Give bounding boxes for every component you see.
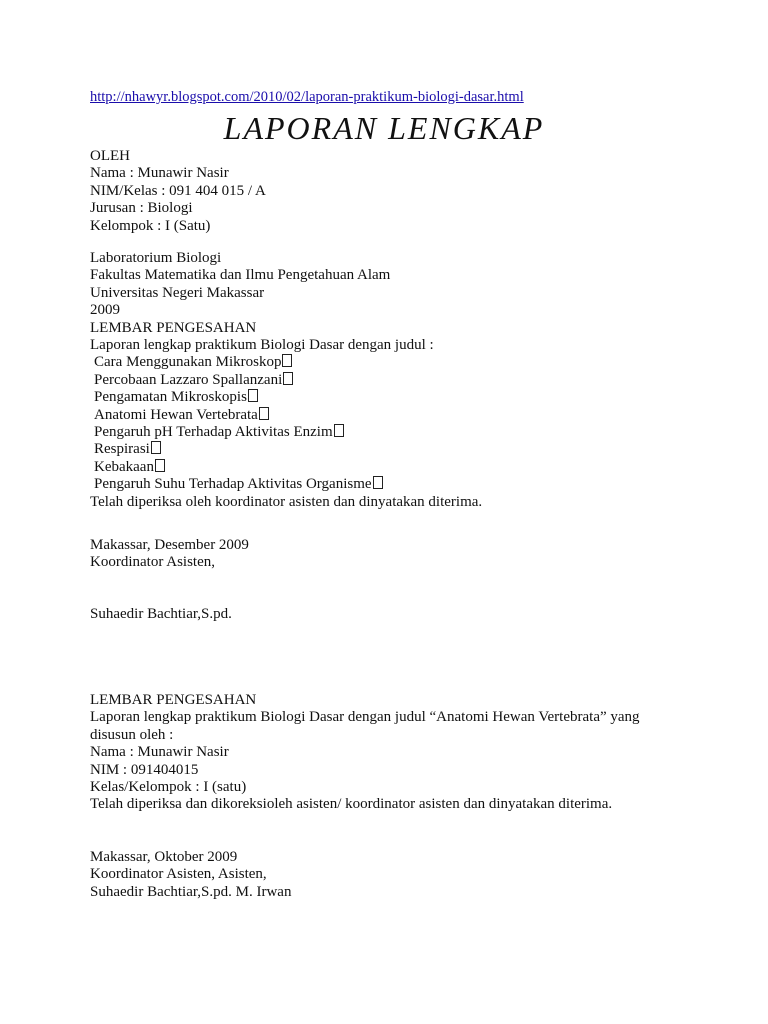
list-item-text: Respirasi	[94, 441, 150, 458]
faculty-name: Fakultas Matematika dan Ilmu Pengetahuan Alam	[90, 267, 391, 284]
list-item-text: Percobaan Lazzaro Spallanzani	[94, 371, 283, 388]
student-department: Jurusan : Biologi	[90, 200, 193, 217]
list-item	[90, 389, 690, 406]
student-name: Nama : Munawir Nasir	[90, 165, 229, 182]
student-group: Kelompok : I (Satu)	[90, 217, 211, 234]
approval1-signer: Suhaedir Bachtiar,S.pd.	[90, 606, 232, 622]
missing-glyph-icon	[151, 441, 161, 454]
list-item	[90, 354, 690, 371]
missing-glyph-icon	[248, 389, 258, 402]
approval1-place-date: Makassar, Desember 2009	[90, 537, 249, 553]
approval2-name: Nama : Munawir Nasir	[90, 744, 229, 761]
list-item-text: Anatomi Hewan Vertebrata	[94, 406, 258, 423]
missing-glyph-icon	[373, 476, 383, 489]
approval2-statement: Telah diperiksa dan dikoreksioleh asisten/ koordinator asisten dan dinyatakan diterima.	[90, 796, 613, 813]
approval1-role: Koordinator Asisten,	[90, 554, 215, 571]
list-item	[90, 424, 690, 441]
approval2-class-group: Kelas/Kelompok : I (satu)	[90, 779, 247, 796]
approval2-signature-block	[90, 849, 690, 901]
list-item-text: Pengamatan Mikroskopis	[94, 389, 247, 406]
oleh-label: OLEH	[90, 148, 130, 164]
list-item	[90, 476, 690, 493]
source-url-link[interactable]: http://nhawyr.blogspot.com/2010/02/laporan-praktikum-biologi-dasar.html	[90, 89, 524, 105]
approval2-nim: NIM : 091404015	[90, 761, 199, 778]
missing-glyph-icon	[282, 354, 292, 367]
approval1-statement: Telah diperiksa oleh koordinator asisten dan dinyatakan diterima.	[90, 493, 483, 510]
list-item-text: Cara Menggunakan Mikroskop	[94, 354, 282, 371]
lab-name: Laboratorium Biologi	[90, 250, 222, 266]
list-item-text: Pengaruh pH Terhadap Aktivitas Enzim	[94, 424, 333, 441]
approval2-intro-line1: Laporan lengkap praktikum Biologi Dasar dengan judul “Anatomi Hewan Vertebrata” yang	[90, 709, 640, 726]
approval2-heading: LEMBAR PENGESAHAN	[90, 692, 257, 708]
approval2-signers: Suhaedir Bachtiar,S.pd. M. Irwan	[90, 883, 292, 900]
list-item	[90, 441, 690, 458]
missing-glyph-icon	[155, 459, 165, 472]
approval1-heading: LEMBAR PENGESAHAN	[90, 319, 257, 336]
identity-block	[90, 148, 690, 235]
institution-block	[90, 250, 690, 511]
document-title: LAPORAN LENGKAP	[223, 110, 545, 146]
list-item-text: Kebakaan	[94, 458, 154, 475]
approval2-block	[90, 692, 690, 814]
missing-glyph-icon	[259, 407, 269, 420]
approval1-intro: Laporan lengkap praktikum Biologi Dasar dengan judul :	[90, 337, 434, 354]
approval2-place-date: Makassar, Oktober 2009	[90, 849, 238, 865]
list-item	[90, 407, 690, 424]
list-item-text: Pengaruh Suhu Terhadap Aktivitas Organisme	[94, 476, 372, 493]
student-nim-class: NIM/Kelas : 091 404 015 / A	[90, 182, 266, 199]
list-item	[90, 459, 690, 476]
approval2-roles: Koordinator Asisten, Asisten,	[90, 866, 267, 883]
approval1-list	[90, 354, 690, 493]
missing-glyph-icon	[334, 424, 344, 437]
approval1-signature-block	[90, 537, 690, 572]
list-item	[90, 372, 690, 389]
university-name: Universitas Negeri Makassar	[90, 284, 265, 301]
year: 2009	[90, 302, 120, 319]
missing-glyph-icon	[283, 372, 293, 385]
approval1-signer-block	[90, 606, 690, 623]
approval2-intro-line2: disusun oleh :	[90, 726, 174, 743]
